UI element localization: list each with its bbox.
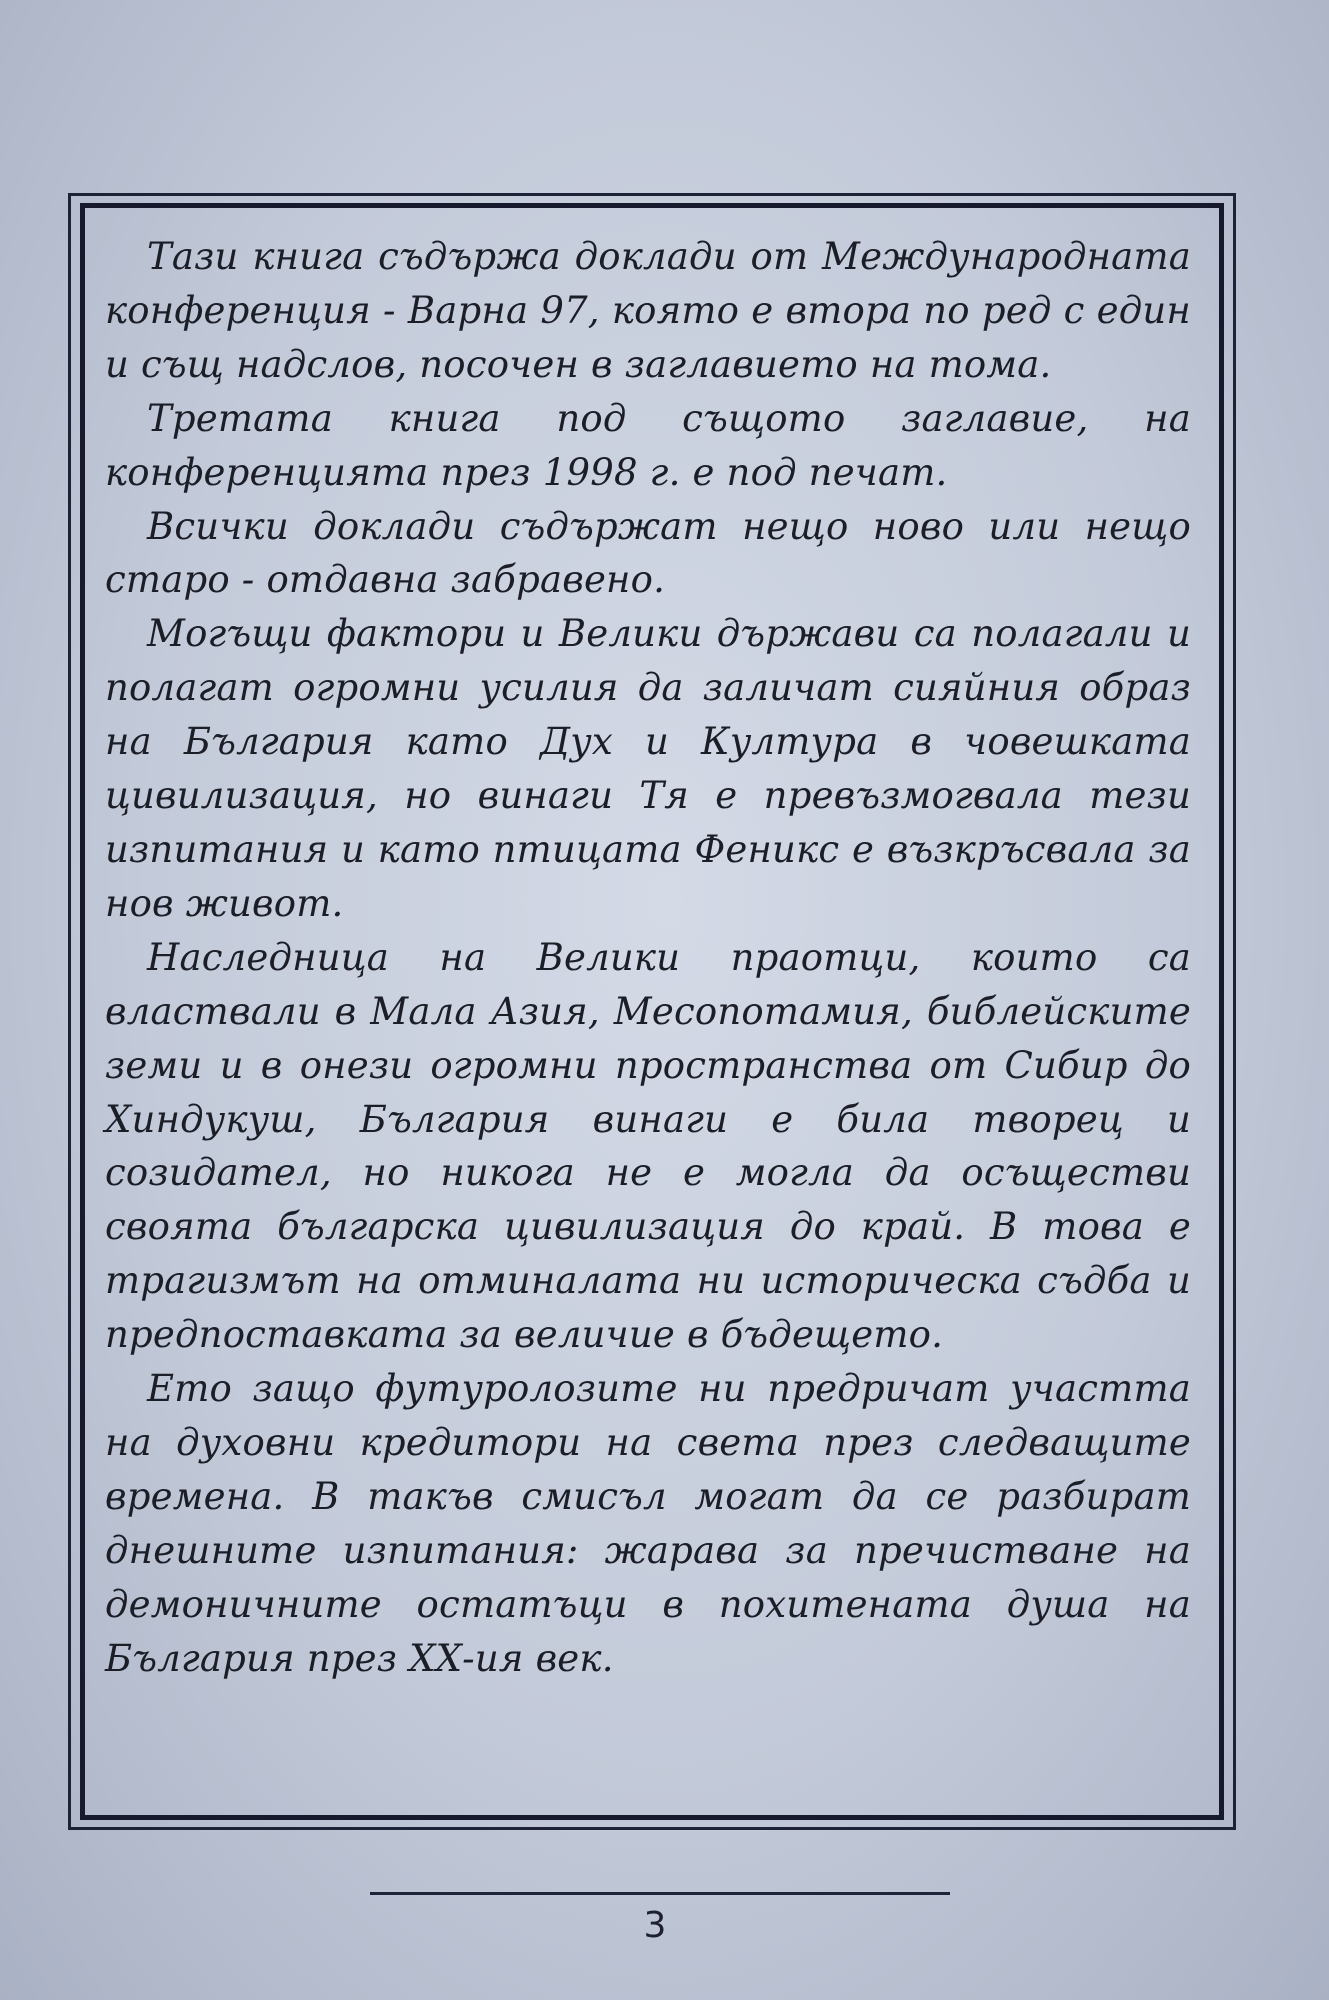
paragraph-2: Третата книга под същото заглавие, на конференцията през 1998 г. е под печат. — [105, 396, 1191, 494]
paragraph-3: Всички доклади съдържат нещо ново или нещо старо - отдавна забравено. — [105, 504, 1191, 602]
body-text — [105, 230, 1191, 1685]
page-number: 3 — [643, 1905, 667, 1946]
paragraph-4: Могъщи фактори и Велики държави са полагали и полагат огромни усилия да заличат сияйния образ на България като Дух и Култура в човешката цивилизация, но винаги Тя е превъзмогвала тези изпитания и като птицата Феникс е възкръсвала за нов живот. — [105, 612, 1191, 925]
inner-border-frame — [80, 203, 1224, 1820]
paragraph-6: Ето защо футуролозите ни предричат участта на духовни кредитори на света през следващите времена. В такъв смисъл могат да се разбират днешните изпитания: жарава за пречистване на демоничните остатъци в похитената душа на България през ХХ-ия век. — [105, 1367, 1191, 1680]
footer-divider — [370, 1892, 950, 1895]
paragraph-5: Наследница на Велики праотци, които са властвали в Мала Азия, Месопотамия, библейските земи и в онези огромни пространства от Сибир до Хиндукуш, България винаги е била творец и созидател, но никога не е могла да осъществи своята българска цивилизация до край. В това е трагизмът на отминалата ни историческа съдба и предпоставката за величие в бъдещето. — [105, 935, 1191, 1357]
paragraph-1: Тази книга съдържа доклади от Международната конференция - Варна 97, която е втора по ред с един и същ надслов, посочен в заглавието на тома. — [105, 235, 1191, 386]
